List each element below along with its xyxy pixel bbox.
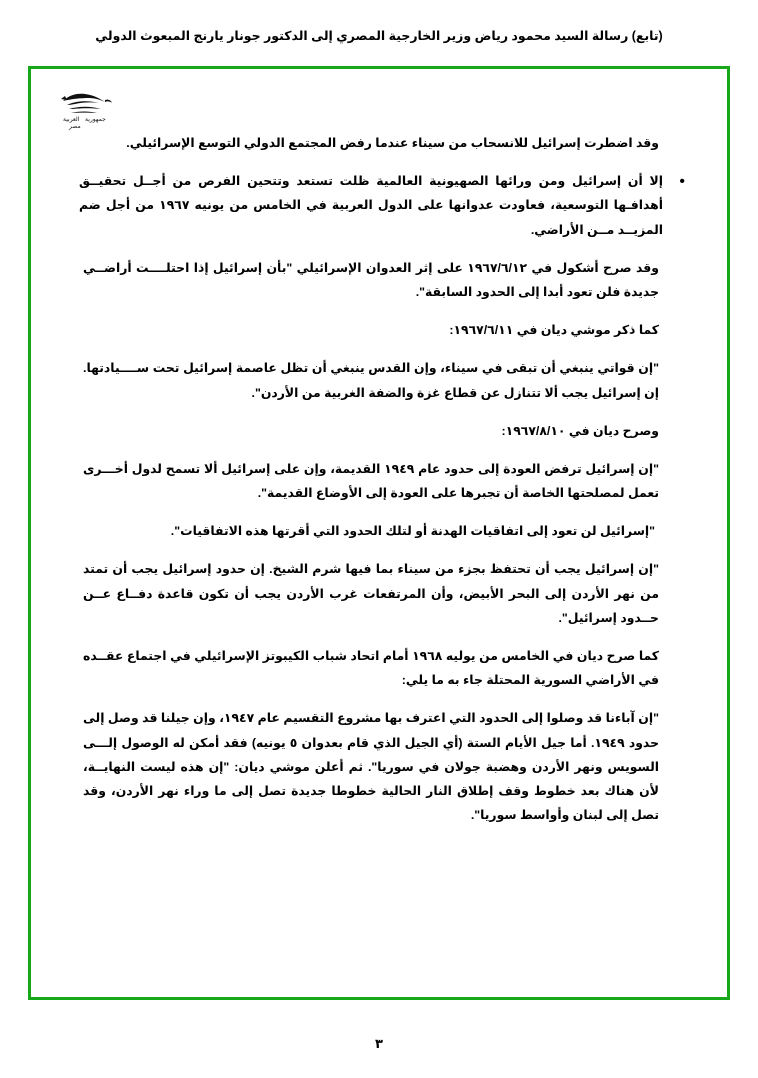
svg-text:مصر: مصر [69, 123, 81, 130]
paragraph-p11: "إن آباءنا قد وصلوا إلى الحدود التي اعترف بها مشروع التقسيم عام ١٩٤٧، وإن جيلنا قد وصل إلى حدود ١٩٤٩. أما جيل الأيام الستة (أي الجيل الذي قام بعدوان ٥ يونيه) فقد أمكن له الوصول إلـــى السويس ونهر الأردن وهضبة جولان في سوريا". ثم أعلن موشي ديان: "إن هذه ليست النهايــة، لأن هناك بعد خطوط وقف إطلاق النار الحالية خطوطا جديدة تصل إلى ما وراء نهر الأردن، وقد تصل إلى لبنان وأواسط سوريا". [83, 711, 659, 823]
running-header: (تابع) رسالة السيد محمود رياض وزير الخارجية المصري إلى الدكتور جونار يارنج المبعوث الدولي [95, 29, 663, 43]
page-number: ٣ [375, 1036, 383, 1051]
paragraph-p8: "إسرائيل لن تعود إلى اتفاقيات الهدنة أو لتلك الحدود التي أقرتها هذه الاتفاقيات". [170, 524, 655, 539]
paragraph-p10: كما صرح ديان في الخامس من يوليه ١٩٦٨ أمام اتحاد شباب الكيبوتز الإسرائيلي في اجتماع عقــده في الأراضي السورية المحتلة جاء به ما يلي: [83, 649, 659, 688]
svg-text:جمهورية: جمهورية [85, 116, 106, 123]
paragraph-p7: "إن إسرائيل ترفض العودة إلى حدود عام ١٩٤٩ القديمة، وإن على إسرائيل ألا تسمح لدول أخـــرى تعمل لمصلحتها الخاصة أن تجبرها على العودة إلى الأوضاع القديمة". [83, 461, 659, 501]
paragraph-p2: إلا أن إسرائيل ومن ورائها الصهيونية العالمية ظلت تستعد وتتحين الفرص من أجــل تحقيــق أهدافـها التوسعية، فعاودت عدوانها على الدول العربية في الخامس من يونيه ١٩٦٧ من أجل ضم المزيــد مــن الأراضي. [79, 174, 664, 237]
paragraph-p6: وصرح ديان في ١٩٦٧/٨/١٠: [501, 423, 659, 438]
paragraph-p9: "إن إسرائيل يجب أن تحتفظ بجزء من سيناء بما فيها شرم الشيخ. إن حدود إسرائيل يجب أن تمتد من نهر الأردن إلى البحر الأبيض، وأن المرتفعات غرب الأردن يجب أن تكون قاعدة دفــاع عــن حــدود إسرائيل". [83, 562, 659, 625]
paragraph-p5: "إن قواتي ينبغي أن تبقى في سيناء، وإن القدس ينبغي أن تظل عاصمة إسرائيل تحت ســــيادتها. إن إسرائيل يجب ألا تتنازل عن قطاع غزة والضفة الغربية من الأردن". [83, 361, 659, 400]
paragraph-p4: كما ذكر موشي ديان في ١٩٦٧/٦/١١: [449, 323, 659, 338]
document-body [73, 131, 685, 979]
paragraph-p3: وقد صرح أشكول في ١٩٦٧/٦/١٢ على إثر العدوان الإسرائيلي "بأن إسرائيل إذا احتلــــت أراضــي جديدة فلن تعود أبدا إلى الحدود السابقة". [83, 260, 659, 299]
arabic-emblem-logo [55, 87, 119, 133]
bullet-item-p2 [73, 169, 685, 242]
page-border-frame [28, 66, 730, 1000]
svg-text:العربية: العربية [63, 116, 80, 123]
bullet-point-icon: • [679, 173, 685, 191]
paragraph-p1: وقد اضطرت إسرائيل للانسحاب من سيناء عندما رفض المجتمع الدولي التوسع الإسرائيلي. [126, 136, 659, 150]
